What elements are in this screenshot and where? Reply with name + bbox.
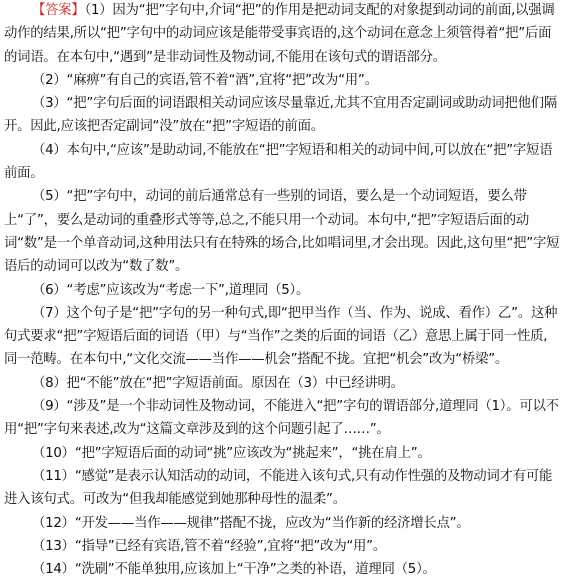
- answer-paragraph-8: （8）把“不能”放在“把”字短语前面。原因在（3）中已经讲明。: [32, 375, 404, 391]
- answer-tag: 【答案】: [32, 3, 85, 18]
- answer-paragraph-9: （9）“涉及”是一个非动词性及物动词，不能进入“把”字句的谓语部分,道理同（1）。可以不用“把”字句来表述,改为“这篇文章涉及到的这个问题引起了……”。: [4, 399, 559, 438]
- answer-paragraph-12: （12）“开发——当作——规律”搭配不拢，应改为“当作新的经济增长点”。: [32, 515, 470, 531]
- paragraph-text: （1）因为“把”字句中,介词“把”的作用是把动词支配的对象提到动词的前面,以强调动作的结果,所以“把”字句中的动词应该是能带受事宾语的,这个动词在意念上须管得着“把”后面的词语。在本句中,“遇到”是非动词性及物动词,不能用在该句式的谓语部分。: [4, 3, 555, 65]
- answer-paragraph-1: [4, 0, 560, 69]
- answer-document: [4, 0, 560, 581]
- answer-paragraph-10: （10）“把”字短语后面的动词“挑”应该改为“挑起来”，“挑在肩上”。: [32, 445, 431, 461]
- answer-paragraph-11: （11）“感觉”是表示认知活动的动词，不能进入该句式,只有动作性强的及物动词才有可能进入该句式。可改为“但我却能感觉到她那种母性的温柔”。: [4, 468, 553, 508]
- answer-paragraph-2: （2）“麻痹”有自己的宾语,管不着“酒”,宜将“把”改为“用”。: [32, 72, 378, 88]
- answer-paragraph-3: （3）“把”字句后面的词语跟相关动词应该尽量靠近,尤其不宜用否定副词或助动词把他们隔开。因此,应该把否定副词“没”放在“把”字短语的前面。: [4, 96, 557, 135]
- answer-paragraph-13: （13）“指导”已经有宾语,管不着“经验”,宜将“把”改为“用”。: [32, 538, 387, 554]
- answer-paragraph-5: （5）“把”字句中，动词的前后通常总有一些别的词语，要么是一个动词短语，要么带上“了”，要么是动词的重叠形式等等,总之,不能只用一个动词。本句中,“把”字短语后面的动词“数”是一个单音动词,这种用法只有在特殊的场合,比如唱词里,才会出现。因此,这句里“把”字短语后的动词可以改为“数了数”。: [4, 189, 560, 275]
- answer-paragraph-7: （7）这个句子是“把”字句的另一种句式,即“把甲当作（当、作为、说成、看作）乙”。这种句式要求“把”字短语后面的词语（甲）与“当作”之类的后面的词语（乙）意思上属于同一性质,同一范畴。在本句中,“文化交流——当作——机会”搭配不拢。宜把“机会”改为“桥梁”。: [4, 305, 558, 368]
- answer-paragraph-6: （6）“考虑”应该改为“考虑一下”,道理同（5）。: [32, 282, 310, 298]
- answer-paragraph-4: （4）本句中,“应该”是助动词,不能放在“把”字短语和相关的动词中间,可以放在“把”字短语前面。: [4, 142, 553, 182]
- answer-paragraph-14: （14）“洗刷”不能单独用,应该加上“干净”之类的补语，道理同（5）。: [32, 562, 436, 578]
